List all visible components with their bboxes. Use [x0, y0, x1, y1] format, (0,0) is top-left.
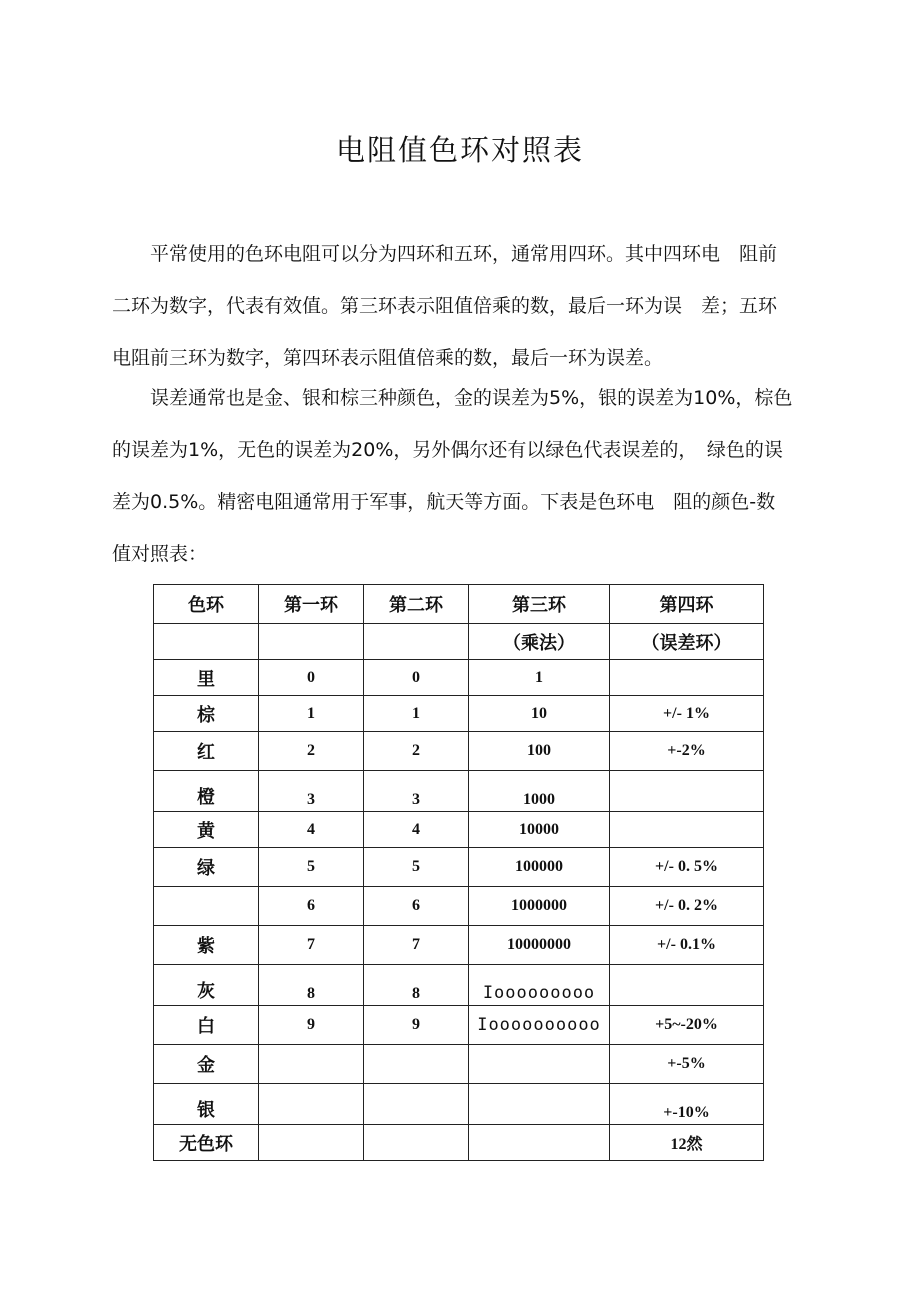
- table-cell: [610, 771, 764, 812]
- table-cell-color: [154, 887, 259, 926]
- table-cell: 10: [469, 696, 610, 732]
- table-cell: 8: [259, 965, 364, 1006]
- table-subheader-row: [154, 624, 764, 660]
- table-header-row: [154, 585, 764, 624]
- paragraph-line: 误差通常也是金、银和棕三种颜色，金的误差为5%，银的误差为10%，棕色: [150, 387, 793, 409]
- intro-paragraph: [112, 228, 812, 384]
- color-code-table: [153, 584, 764, 1161]
- table-cell: +-10%: [610, 1084, 764, 1125]
- table-row: [154, 696, 764, 732]
- table-cell-color: 绿: [154, 848, 259, 887]
- table-row: [154, 965, 764, 1006]
- table-cell: 7: [364, 926, 469, 965]
- table-row: [154, 812, 764, 848]
- table-cell-color: 里: [154, 660, 259, 696]
- table-cell: +-5%: [610, 1045, 764, 1084]
- table-row: [154, 926, 764, 965]
- table-cell: 3: [259, 771, 364, 812]
- table-cell: Iooooooooo: [469, 965, 610, 1006]
- header-cell-band3: 第三环: [469, 585, 610, 624]
- table-cell: [469, 1045, 610, 1084]
- table-cell: 8: [364, 965, 469, 1006]
- table-row: [154, 771, 764, 812]
- paragraph-line: 的误差为1%，无色的误差为20%，另外偶尔还有以绿色代表误差的， 绿色的误: [112, 439, 783, 461]
- table-cell: [259, 1084, 364, 1125]
- subheader-tolerance: （误差环）: [610, 624, 764, 660]
- table-cell: [259, 1125, 364, 1161]
- table-cell-color: 银: [154, 1084, 259, 1125]
- page-title: 电阻值色环对照表: [335, 133, 584, 167]
- table-cell: 9: [259, 1006, 364, 1045]
- table-cell: +/- 1%: [610, 696, 764, 732]
- table-cell-color: 无色环: [154, 1125, 259, 1161]
- table-cell: 1000000: [469, 887, 610, 926]
- table-cell: 12然: [610, 1125, 764, 1161]
- table-cell: 6: [364, 887, 469, 926]
- table-cell: 0: [259, 660, 364, 696]
- table-row: [154, 1084, 764, 1125]
- table-cell: 1: [259, 696, 364, 732]
- table-cell-color: 灰: [154, 965, 259, 1006]
- header-cell-band2: 第二环: [364, 585, 469, 624]
- table-cell: [610, 660, 764, 696]
- table-cell-color: 红: [154, 732, 259, 771]
- table-row: [154, 848, 764, 887]
- table-row: [154, 1045, 764, 1084]
- table-cell: 9: [364, 1006, 469, 1045]
- table-cell: 6: [259, 887, 364, 926]
- header-cell-band1: 第一环: [259, 585, 364, 624]
- table-cell: [610, 812, 764, 848]
- table-cell-color: 橙: [154, 771, 259, 812]
- paragraph-line: 差为0.5%。精密电阻通常用于军事，航天等方面。下表是色环电 阻的颜色-数: [112, 491, 776, 513]
- table-cell: [364, 624, 469, 660]
- table-cell: 2: [364, 732, 469, 771]
- table-cell: [259, 624, 364, 660]
- table-cell: 1: [364, 696, 469, 732]
- subheader-multiplier: （乘法）: [469, 624, 610, 660]
- table-cell: 5: [259, 848, 364, 887]
- table-cell: 1000: [469, 771, 610, 812]
- paragraph-line: 二环为数字，代表有效值。第三环表示阻值倍乘的数，最后一环为误 差；五环: [112, 295, 778, 317]
- table-cell: 10000: [469, 812, 610, 848]
- table-cell: 4: [364, 812, 469, 848]
- table-cell: [364, 1084, 469, 1125]
- table-cell: 7: [259, 926, 364, 965]
- tolerance-paragraph: [112, 372, 812, 580]
- table-cell: [259, 1045, 364, 1084]
- table-cell: 4: [259, 812, 364, 848]
- table-cell: [469, 1084, 610, 1125]
- table-row: [154, 660, 764, 696]
- table-cell: [364, 1045, 469, 1084]
- table-cell: [364, 1125, 469, 1161]
- table-cell-color: 白: [154, 1006, 259, 1045]
- table-row: [154, 1125, 764, 1161]
- paragraph-line: 平常使用的色环电阻可以分为四环和五环，通常用四环。其中四环电 阻前: [150, 243, 778, 265]
- table-cell: 2: [259, 732, 364, 771]
- table-cell: [154, 624, 259, 660]
- table-cell-color: 紫: [154, 926, 259, 965]
- table-cell: 3: [364, 771, 469, 812]
- table-cell-color: 棕: [154, 696, 259, 732]
- table-cell: 100000: [469, 848, 610, 887]
- paragraph-line: 值对照表：: [112, 543, 208, 565]
- table-cell: 5: [364, 848, 469, 887]
- table-cell: +/- 0. 2%: [610, 887, 764, 926]
- table-cell: 0: [364, 660, 469, 696]
- table-cell-color: 黄: [154, 812, 259, 848]
- table-cell: 100: [469, 732, 610, 771]
- table-row: [154, 1006, 764, 1045]
- header-cell-color: 色环: [154, 585, 259, 624]
- table-cell: +-2%: [610, 732, 764, 771]
- table-cell-color: 金: [154, 1045, 259, 1084]
- table-cell: [610, 965, 764, 1006]
- table-cell: +/- 0.1%: [610, 926, 764, 965]
- table-cell: +/- 0. 5%: [610, 848, 764, 887]
- table-cell: [469, 1125, 610, 1161]
- table-cell: Ioooooooooo: [469, 1006, 610, 1045]
- table-cell: 10000000: [469, 926, 610, 965]
- table-row: [154, 887, 764, 926]
- header-cell-band4: 第四环: [610, 585, 764, 624]
- paragraph-line: 电阻前三环为数字，第四环表示阻值倍乘的数，最后一环为误差。: [112, 347, 664, 369]
- table-cell: 1: [469, 660, 610, 696]
- table-row: [154, 732, 764, 771]
- table-cell: +5~-20%: [610, 1006, 764, 1045]
